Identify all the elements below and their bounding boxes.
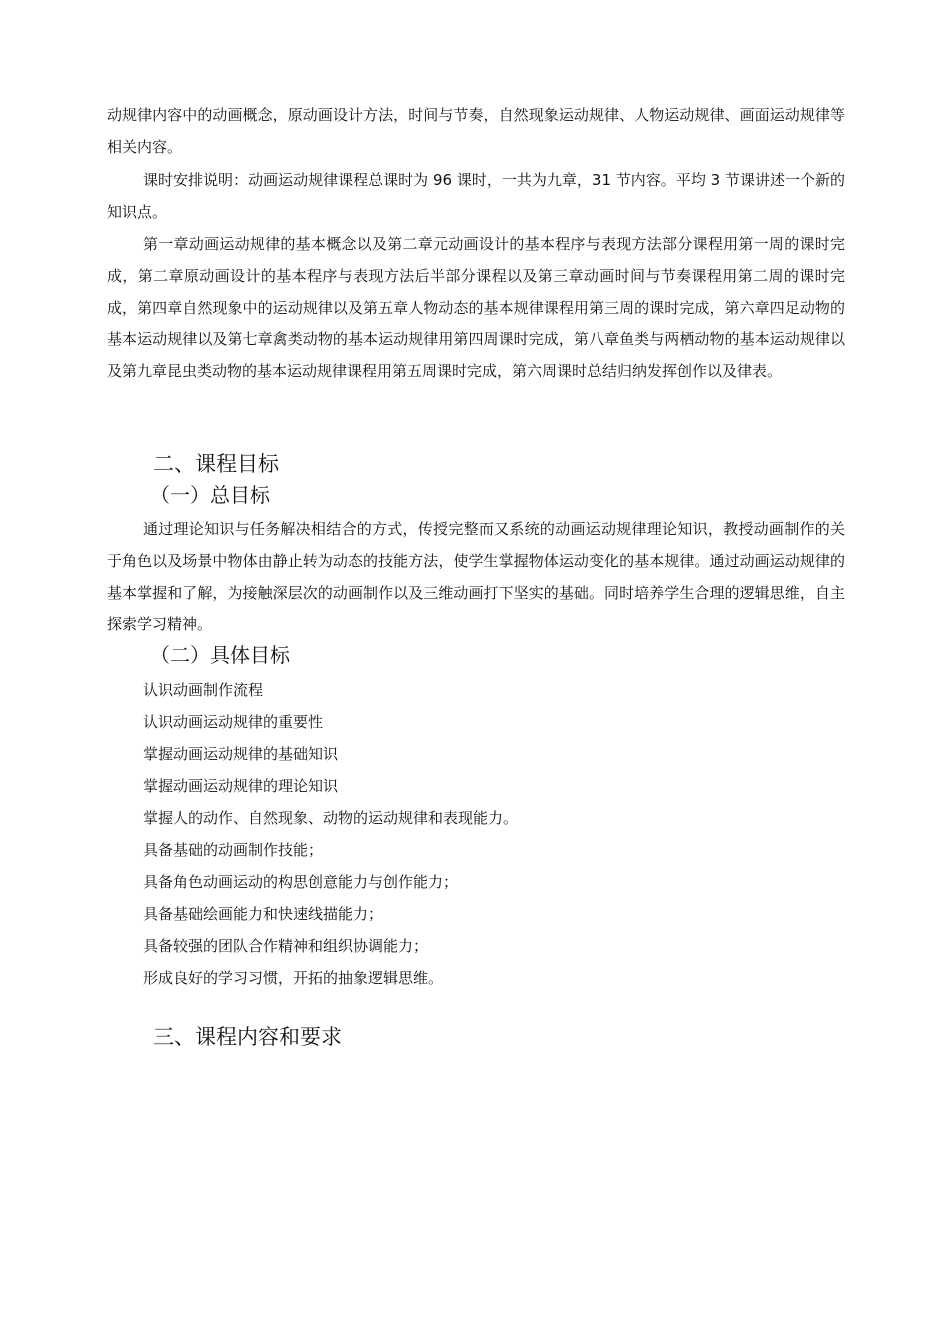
subsection-heading-overall-goal: （一）总目标 [150, 483, 270, 507]
list-item: 具备基础绘画能力和快速线描能力； [143, 905, 384, 923]
list-item: 具备较强的团队合作精神和组织协调能力； [143, 937, 429, 955]
list-item: 认识动画运动规律的重要性 [143, 713, 324, 731]
list-item: 掌握人的动作、自然现象、动物的运动规律和表现能力。 [143, 809, 519, 827]
subsection-heading-specific-goals: （二）具体目标 [150, 643, 290, 667]
list-item: 具备基础的动画制作技能； [143, 841, 324, 859]
section-heading-course-content: 三、课程内容和要求 [153, 1025, 342, 1049]
list-item: 掌握动画运动规律的理论知识 [143, 777, 339, 795]
specific-goals-list [143, 674, 518, 994]
overall-goal-paragraph: 通过理论知识与任务解决相结合的方式，传授完整而又系统的动画运动规律理论知识，教授动画制作的关于角色以及场景中物体由静止转为动态的技能方法，使学生掌握物体运动变化的基本规律。通过动画运动规律的基本掌握和了解，为接触深层次的动画制作以及三维动画打下坚实的基础。同时培养学生合理的逻辑思维，自主探索学习精神。 [107, 520, 845, 634]
list-item: 掌握动画运动规律的基础知识 [143, 745, 339, 763]
intro-paragraph-chapters: 第一章动画运动规律的基本概念以及第二章元动画设计的基本程序与表现方法部分课程用第一周的课时完成，第二章原动画设计的基本程序与表现方法后半部分课程以及第三章动画时间与节奏课程用第二周的课时完成，第四章自然现象中的运动规律以及第五章人物动态的基本规律课程用第三周的课时完成，第六章四足动物的基本运动规律以及第七章禽类动物的基本运动规律用第四周课时完成，第八章鱼类与两栖动物的基本运动规律以及第九章昆虫类动物的基本运动规律课程用第五周课时完成，第六周课时总结归纳发挥创作以及律表。 [107, 235, 845, 381]
list-item: 形成良好的学习习惯，开拓的抽象逻辑思维。 [143, 969, 444, 987]
intro-paragraph-schedule: 课时安排说明：动画运动规律课程总课时为 96 课时，一共为九章，31 节内容。平均 3 节课讲述一个新的知识点。 [107, 171, 845, 221]
intro-paragraph-1: 动规律内容中的动画概念，原动画设计方法，时间与节奏，自然现象运动规律、人物运动规律、画面运动规律等相关内容。 [107, 106, 845, 156]
section-heading-course-goals: 二、课程目标 [153, 452, 279, 476]
list-item: 具备角色动画运动的构思创意能力与创作能力； [143, 873, 459, 891]
list-item: 认识动画制作流程 [143, 681, 264, 699]
